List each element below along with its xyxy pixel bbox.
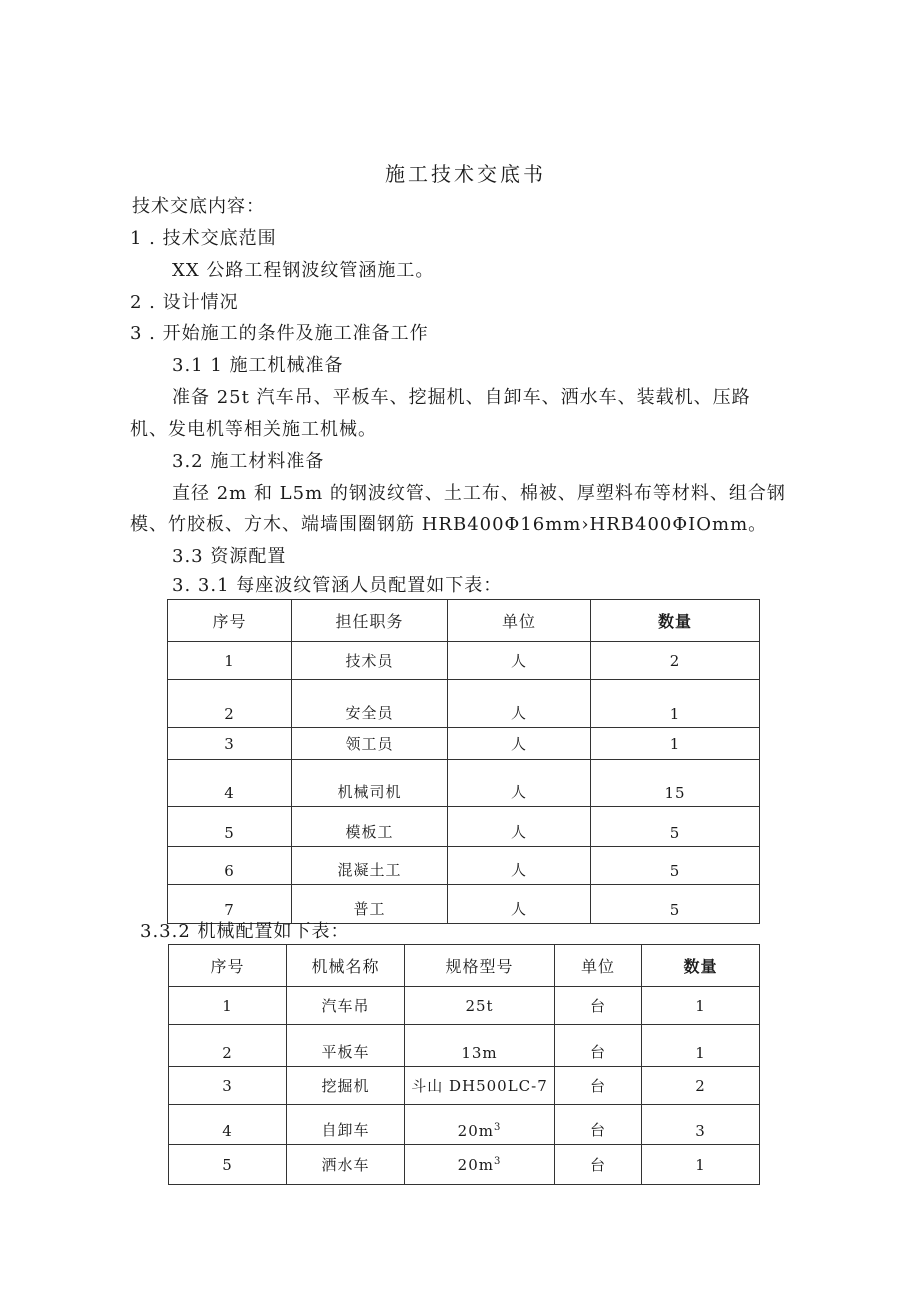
cell: 安全员 bbox=[292, 680, 448, 728]
cell: 人 bbox=[448, 847, 591, 885]
cell: 7 bbox=[168, 885, 292, 924]
table-row bbox=[168, 807, 760, 847]
cell: 1 bbox=[168, 642, 292, 680]
cell: 6 bbox=[168, 847, 292, 885]
cell: 3 bbox=[168, 728, 292, 760]
cell: 斗山 DH500LC-7 bbox=[405, 1067, 555, 1105]
section-3-3-1-heading: 3. 3.1 每座波纹管涵人员配置如下表： bbox=[172, 575, 503, 596]
cell: 模板工 bbox=[292, 807, 448, 847]
cell: 挖掘机 bbox=[287, 1067, 405, 1105]
cell: 2 bbox=[168, 680, 292, 728]
header-cell: 单位 bbox=[448, 600, 591, 642]
cell: 普工 bbox=[292, 885, 448, 924]
table-row bbox=[169, 987, 760, 1025]
machine-table bbox=[168, 944, 760, 1185]
header-cell: 机械名称 bbox=[287, 945, 405, 987]
cell-value: 20m bbox=[457, 1155, 494, 1174]
section-3-1-body-line-1: 准备 25t 汽车吊、平板车、挖掘机、自卸车、洒水车、装载机、压路 bbox=[172, 387, 751, 408]
table-row bbox=[168, 847, 760, 885]
table-row bbox=[169, 1025, 760, 1067]
cell: 人 bbox=[448, 885, 591, 924]
section-1-heading: 1 . 技术交底范围 bbox=[130, 228, 277, 249]
cell: 台 bbox=[555, 1105, 642, 1145]
header-cell: 数量 bbox=[642, 945, 760, 987]
staff-table bbox=[167, 599, 760, 924]
cell bbox=[405, 1145, 555, 1185]
section-3-3-heading: 3.3 资源配置 bbox=[172, 546, 287, 567]
section-3-2-body-line-2: 模、竹胶板、方木、端墙围圈钢筋 HRB400Φ16mm›HRB400ΦIOmm。 bbox=[130, 514, 768, 535]
cell: 5 bbox=[591, 807, 760, 847]
cell: 13m bbox=[405, 1025, 555, 1067]
superscript: 3 bbox=[493, 1122, 502, 1133]
table-row bbox=[168, 642, 760, 680]
section-3-3-2-heading: 3.3.2 机械配置如下表： bbox=[140, 921, 350, 942]
cell: 混凝土工 bbox=[292, 847, 448, 885]
table-row bbox=[168, 885, 760, 924]
cell: 台 bbox=[555, 1067, 642, 1105]
section-3-2-body-line-1: 直径 2m 和 L5m 的钢波纹管、土工布、棉被、厚塑料布等材料、组合钢 bbox=[172, 483, 786, 504]
header-cell: 担任职务 bbox=[292, 600, 448, 642]
cell: 15 bbox=[591, 760, 760, 807]
cell: 汽车吊 bbox=[287, 987, 405, 1025]
cell: 人 bbox=[448, 807, 591, 847]
intro-label: 技术交底内容： bbox=[132, 196, 265, 217]
table-row bbox=[169, 1067, 760, 1105]
header-cell: 数量 bbox=[591, 600, 760, 642]
cell: 2 bbox=[591, 642, 760, 680]
cell: 人 bbox=[448, 642, 591, 680]
cell-value: 20m bbox=[457, 1122, 494, 1140]
cell: 领工员 bbox=[292, 728, 448, 760]
section-3-1-body-line-2: 机、发电机等相关施工机械。 bbox=[130, 419, 377, 440]
cell bbox=[405, 1105, 555, 1145]
header-cell: 序号 bbox=[168, 600, 292, 642]
cell: 5 bbox=[591, 885, 760, 924]
cell: 洒水车 bbox=[287, 1145, 405, 1185]
cell: 5 bbox=[591, 847, 760, 885]
document-title: 施工技术交底书 bbox=[385, 162, 546, 186]
cell: 25t bbox=[405, 987, 555, 1025]
cell: 2 bbox=[642, 1067, 760, 1105]
cell: 1 bbox=[642, 1025, 760, 1067]
cell: 自卸车 bbox=[287, 1105, 405, 1145]
cell: 5 bbox=[169, 1145, 287, 1185]
machine-table-header bbox=[169, 945, 760, 987]
cell: 3 bbox=[169, 1067, 287, 1105]
cell: 人 bbox=[448, 760, 591, 807]
cell: 3 bbox=[642, 1105, 760, 1145]
cell: 平板车 bbox=[287, 1025, 405, 1067]
table-row bbox=[169, 1105, 760, 1145]
cell: 1 bbox=[642, 1145, 760, 1185]
cell: 1 bbox=[591, 680, 760, 728]
table-row bbox=[168, 760, 760, 807]
section-1-body: XX 公路工程钢波纹管涵施工。 bbox=[172, 260, 435, 281]
cell: 人 bbox=[448, 728, 591, 760]
table-row bbox=[169, 1145, 760, 1185]
cell: 技术员 bbox=[292, 642, 448, 680]
cell: 4 bbox=[169, 1105, 287, 1145]
cell: 台 bbox=[555, 987, 642, 1025]
header-cell: 序号 bbox=[169, 945, 287, 987]
cell: 机械司机 bbox=[292, 760, 448, 807]
header-cell: 单位 bbox=[555, 945, 642, 987]
cell: 1 bbox=[169, 987, 287, 1025]
cell: 人 bbox=[448, 680, 591, 728]
section-3-2-heading: 3.2 施工材料准备 bbox=[172, 451, 325, 472]
table-row bbox=[168, 728, 760, 760]
cell: 1 bbox=[591, 728, 760, 760]
table-row bbox=[168, 680, 760, 728]
cell: 台 bbox=[555, 1145, 642, 1185]
staff-table-header bbox=[168, 600, 760, 642]
cell: 2 bbox=[169, 1025, 287, 1067]
cell: 台 bbox=[555, 1025, 642, 1067]
section-3-heading: 3 . 开始施工的条件及施工准备工作 bbox=[130, 323, 429, 344]
cell: 4 bbox=[168, 760, 292, 807]
superscript: 3 bbox=[493, 1155, 502, 1167]
cell: 5 bbox=[168, 807, 292, 847]
cell: 1 bbox=[642, 987, 760, 1025]
section-2-heading: 2 . 设计情况 bbox=[130, 292, 239, 313]
header-cell: 规格型号 bbox=[405, 945, 555, 987]
section-3-1-heading: 3.1 1 施工机械准备 bbox=[172, 355, 344, 376]
